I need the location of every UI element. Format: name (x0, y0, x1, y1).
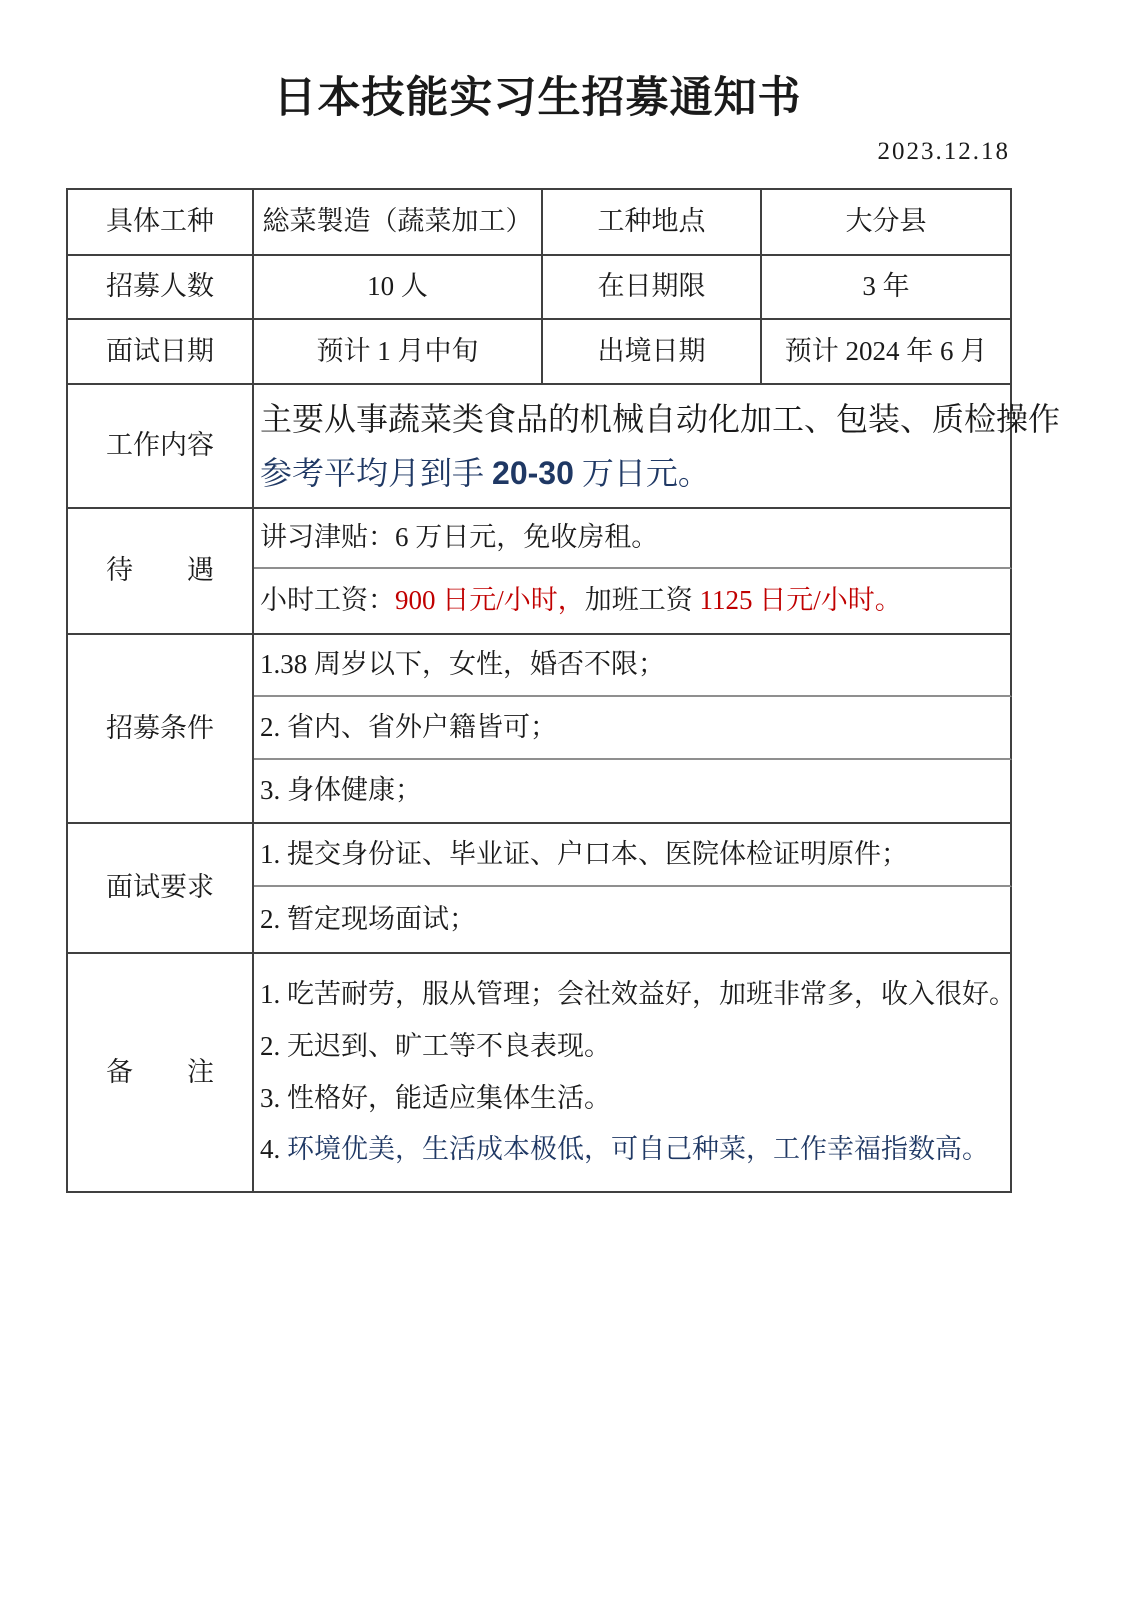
remark-item-4 (260, 1133, 989, 1167)
condition-item-2: 2. 省内、省外户籍皆可； (254, 697, 1012, 760)
value-departure-date: 预计 2024 年 6 月 (762, 320, 1012, 385)
label-work-content: 工作内容 (68, 385, 254, 509)
label-interview-date: 面试日期 (68, 320, 254, 385)
work-line2-bold-number: 20-30 (492, 455, 574, 491)
value-recruit-count: 10 人 (254, 256, 543, 320)
value-job-type: 総菜製造（蔬菜加工） (254, 190, 543, 256)
remark-item-4-text: 环境优美，生活成本极低，可自己种菜，工作幸福指数高。 (287, 1134, 989, 1165)
treatment-hourly-wage (254, 569, 1012, 635)
label-stay-period: 在日期限 (543, 256, 762, 320)
wage-part-1: 小时工资： (260, 585, 395, 616)
label-treatment: 待 遇 (68, 509, 254, 635)
requirement-item-1: 1. 提交身份证、毕业证、户口本、医院体检证明原件； (254, 824, 1012, 887)
label-recruit-count: 招募人数 (68, 256, 254, 320)
work-content-line2 (260, 453, 710, 493)
work-line2-suffix: 万日元。 (573, 455, 710, 491)
treatment-allowance: 讲习津贴：6 万日元，免收房租。 (254, 509, 1012, 569)
label-departure-date: 出境日期 (543, 320, 762, 385)
doc-date: 2023.12.18 (877, 138, 1010, 165)
value-job-location: 大分县 (762, 190, 1012, 256)
label-recruit-conditions: 招募条件 (68, 635, 254, 824)
label-interview-requirements: 面试要求 (68, 824, 254, 954)
work-content-cell (254, 385, 1061, 509)
label-job-location: 工种地点 (543, 190, 762, 256)
work-line2-prefix: 参考平均月到手 (260, 455, 493, 491)
remark-item-1: 1. 吃苦耐劳，服从管理；会社效益好，加班非常多，收入很好。 (260, 979, 1016, 1009)
condition-item-3: 3. 身体健康； (254, 760, 1012, 824)
remark-item-3: 3. 性格好，能适应集体生活。 (260, 1082, 611, 1113)
remarks-cell (254, 954, 1016, 1193)
wage-part-2: 900 日元/小时， (395, 585, 585, 616)
remark-item-4-number: 4. (260, 1134, 287, 1165)
page-title: 日本技能实习生招募通知书 (273, 75, 802, 122)
wage-part-4: 1125 日元/小时。 (699, 585, 902, 616)
label-job-type: 具体工种 (68, 190, 254, 256)
hourly-wage-line (260, 584, 902, 618)
remark-item-2: 2. 无迟到、旷工等不良表现。 (260, 1030, 611, 1061)
value-interview-date: 预计 1 月中旬 (254, 320, 543, 385)
wage-part-3: 加班工资 (584, 585, 700, 616)
label-remarks: 备 注 (68, 954, 254, 1193)
work-content-line1: 主要从事蔬菜类食品的机械自动化加工、包装、质检操作 (260, 401, 1061, 437)
requirement-item-2: 2. 暂定现场面试； (254, 887, 1012, 954)
condition-item-1: 1.38 周岁以下，女性，婚否不限； (254, 635, 1012, 697)
recruitment-table (66, 188, 1061, 1193)
value-stay-period: 3 年 (762, 256, 1012, 320)
